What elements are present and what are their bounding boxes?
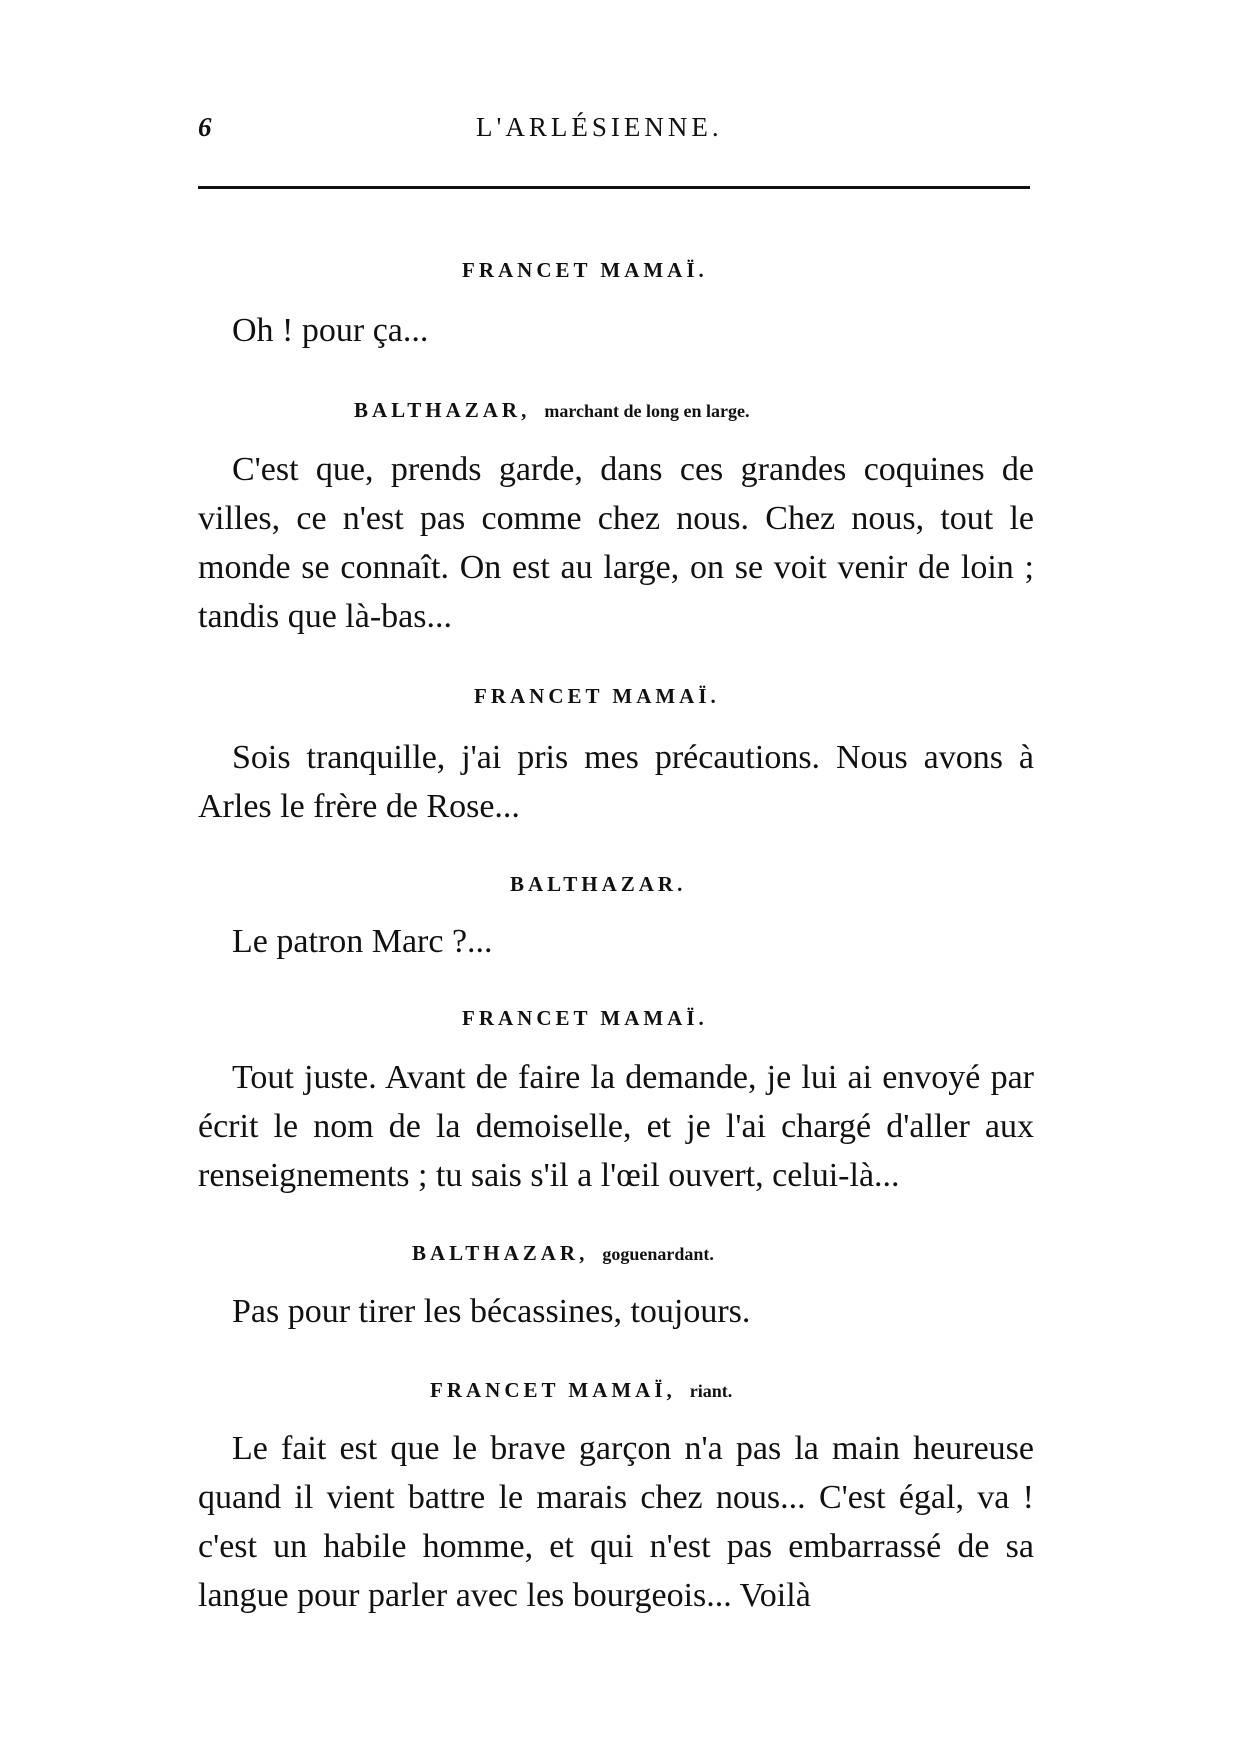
speaker-label: FRANCET MAMAÏ, (430, 1378, 676, 1402)
stage-direction: goguenardant. (602, 1244, 714, 1264)
page-number: 6 (198, 112, 212, 142)
speaker-name (430, 1378, 732, 1403)
dialogue-line: Sois tranquille, j'ai pris mes précautions. Nous avons à Arles le frère de Rose... (198, 739, 1034, 825)
speaker-label: BALTHAZAR, (412, 1241, 589, 1265)
speaker-label: BALTHAZAR, (354, 398, 531, 422)
speaker-name (462, 258, 708, 283)
speaker-name (474, 684, 720, 709)
running-header (0, 112, 1241, 152)
speaker-name (510, 872, 686, 897)
dialogue-line: Le patron Marc ?... (232, 923, 493, 960)
speaker-label: FRANCET MAMAÏ. (474, 684, 720, 708)
speaker-label: BALTHAZAR. (510, 872, 687, 896)
header-rule (198, 186, 1030, 189)
speaker-name (412, 1241, 714, 1266)
dialogue-line: Pas pour tirer les bécassines, toujours. (232, 1293, 751, 1330)
speaker-label: FRANCET MAMAÏ. (462, 258, 708, 282)
speaker-name (354, 398, 750, 423)
stage-direction: marchant de long en large. (544, 401, 750, 421)
speaker-name (462, 1006, 708, 1031)
dialogue-line: Tout juste. Avant de faire la demande, je lui ai envoyé par écrit le nom de la demoiselle, et je l'ai chargé d'aller aux renseignements ; tu sais s'il a l'œil ouvert, celui-là... (198, 1059, 1034, 1194)
speaker-label: FRANCET MAMAÏ. (462, 1006, 708, 1030)
dialogue-line: C'est que, prends garde, dans ces grandes coquines de villes, ce n'est pas comme chez nous. Chez nous, tout le monde se connaît. On est au large, on se voit venir de loin ; tandis que là-bas... (198, 451, 1034, 635)
dialogue-line: Le fait est que le brave garçon n'a pas la main heureuse quand il vient battre le marais chez nous... C'est égal, va ! c'est un habile homme, et qui n'est pas embarrassé de sa langue pour parler avec les bourgeois... Voilà (198, 1430, 1034, 1614)
dialogue-line: Oh ! pour ça... (232, 312, 429, 349)
running-title: L'ARLÉSIENNE. (476, 112, 723, 142)
stage-direction: riant. (689, 1381, 733, 1401)
